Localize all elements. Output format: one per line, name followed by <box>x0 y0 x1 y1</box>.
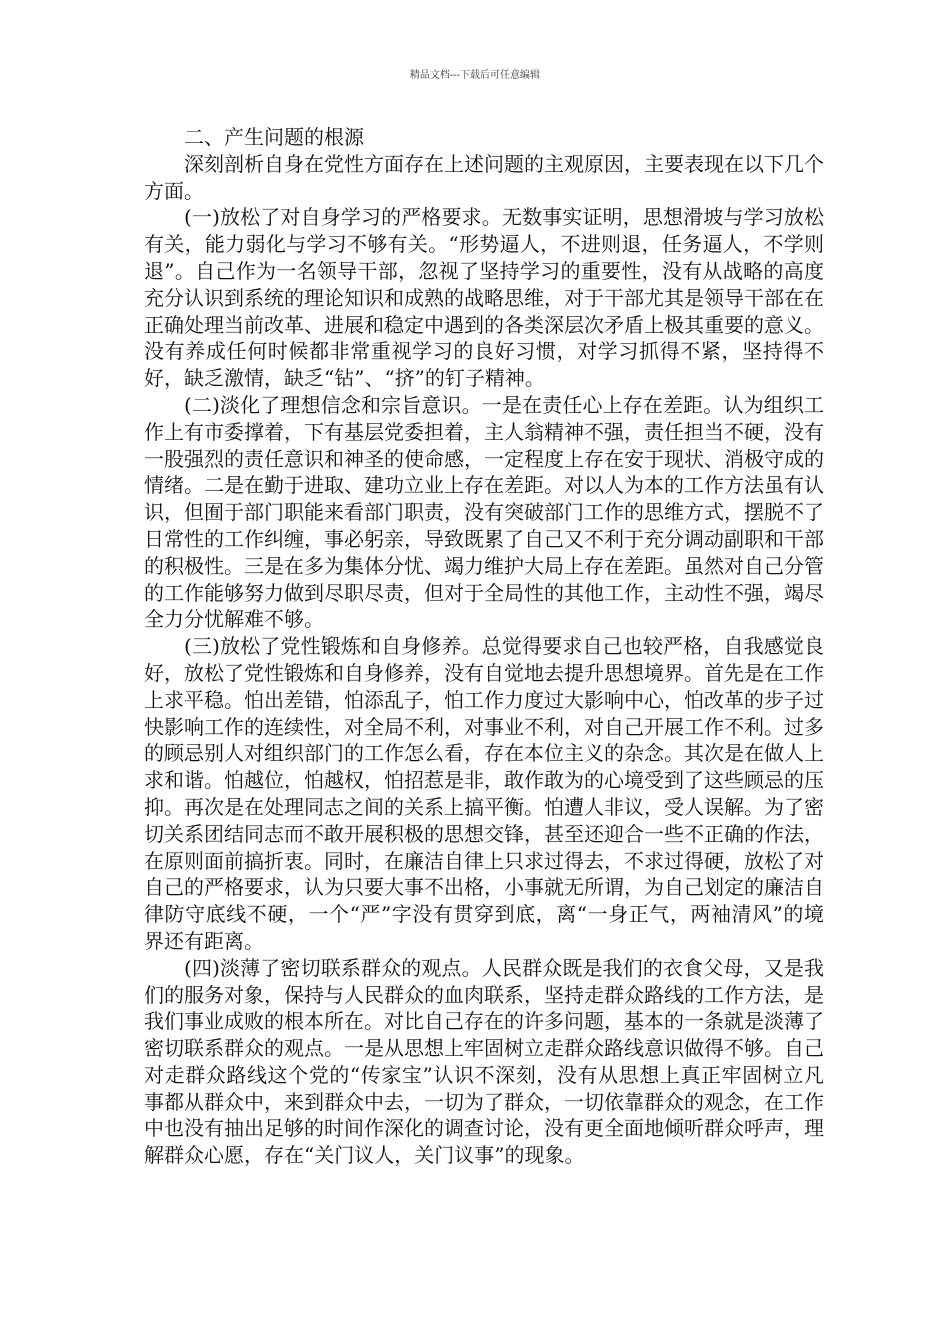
document-body <box>144 124 824 1169</box>
section-heading: 二、产生问题的根源 <box>184 125 364 149</box>
paragraph-3: (三)放松了党性锻炼和自身修养。总觉得要求自己也较严格，自我感觉良好，放松了党性锻炼和自身修养，没有自觉地去提升思想境界。首先是在工作上求平稳。怕出差错，怕添乱子，怕工作力度过大影响中心，怕改革的步子过快影响工作的连续性，对全局不利，对事业不利，对自己开展工作不利。过多的顾忌别人对组织部门的工作怎么看，存在本位主义的杂念。其次是在做人上求和谐。怕越位，怕越权，怕招惹是非，敢作敢为的心境受到了这些顾忌的压抑。再次是在处理同志之间的关系上搞平衡。怕遭人非议，受人误解。为了密切关系团结同志而不敢开展积极的思想交锋，甚至还迎合一些不正确的作法，在原则面前搞折衷。同时，在廉洁自律上只求过得去，不求过得硬，放松了对自己的严格要求，认为只要大事不出格，小事就无所谓，为自己划定的廉洁自律防守底线不硬，一个“严”字没有贯穿到底，离“一身正气，两袖清风”的境界还有距离。 <box>144 634 824 953</box>
page-header: 精品文档---下载后可任意编辑 <box>409 70 541 81</box>
intro-paragraph: 深刻剖析自身在党性方面存在上述问题的主观原因，主要表现在以下几个方面。 <box>144 151 824 203</box>
paragraph-4: (四)淡薄了密切联系群众的观点。人民群众既是我们的衣食父母，又是我们的服务对象，保持与人民群众的血肉联系，坚持走群众路线的工作方法，是我们事业成败的根本所在。对比自己存在的许多问题，基本的一条就是淡薄了密切联系群众的观点。一是从思想上牢固树立走群众路线意识做得不够。自己对走群众路线这个党的“传家宝”认识不深刻，没有从思想上真正牢固树立凡事都从群众中，来到群众中去，一切为了群众，一切依靠群众的观念，在工作中也没有抽出足够的时间作深化的调查讨论，没有更全面地倾听群众呼声，理解群众心愿，存在“关门议人，关门议事”的现象。 <box>144 955 824 1168</box>
paragraph-1: (一)放松了对自身学习的严格要求。无数事实证明，思想滑坡与学习放松有关，能力弱化与学习不够有关。“形势逼人，不进则退，任务逼人，不学则退”。自己作为一名领导干部，忽视了坚持学习的重要性，没有从战略的高度充分认识到系统的理论知识和成熟的战略思维，对于干部尤其是领导干部在在正确处理当前改革、进展和稳定中遇到的各类深层次矛盾上极其重要的意义。没有养成任何时候都非常重视学习的良好习惯，对学习抓得不紧，坚持得不好，缺乏激情，缺乏“钻”、“挤”的钉子精神。 <box>144 205 824 391</box>
paragraph-2: (二)淡化了理想信念和宗旨意识。一是在责任心上存在差距。认为组织工作上有市委撑着，下有基层党委担着，主人翁精神不强，责任担当不硬，没有一股强烈的责任意识和神圣的使命感，一定程度上存在安于现状、消极守成的情绪。二是在勤于进取、建功立业上存在差距。对以人为本的工作方法虽有认识，但囿于部门职能来看部门职责，没有突破部门工作的思维方式，摆脱不了日常性的工作纠缠，事必躬亲，导致既累了自己又不利于充分调动副职和干部的积极性。三是在多为集体分忧、竭力维护大局上存在差距。虽然对自己分管的工作能够努力做到尽职尽责，但对于全局性的其他工作，主动性不强，竭尽全力分忧解难不够。 <box>144 392 824 632</box>
